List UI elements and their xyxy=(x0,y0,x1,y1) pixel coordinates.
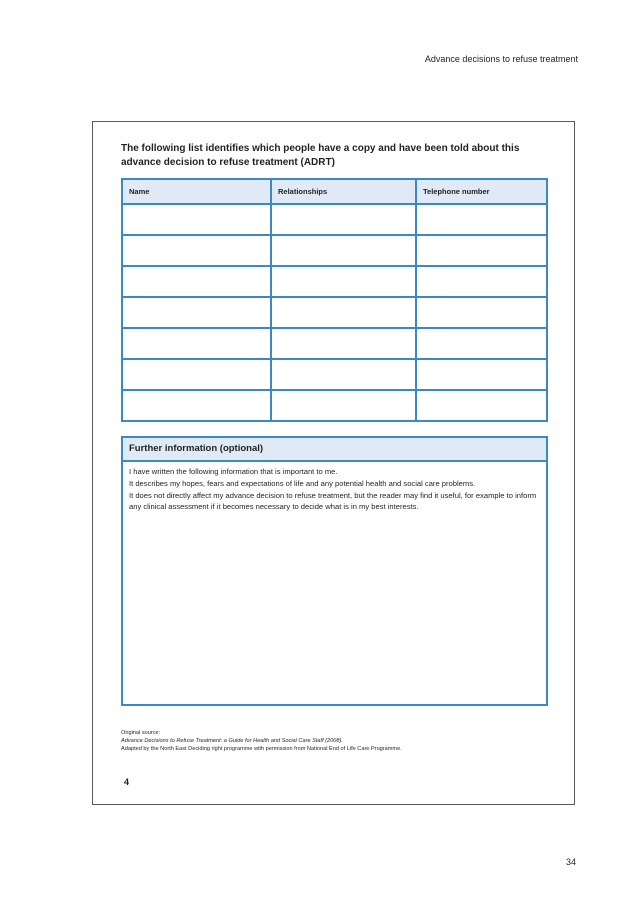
relationship-cell[interactable] xyxy=(271,328,416,359)
header-name: Name xyxy=(122,179,271,204)
table-header-row xyxy=(122,179,547,204)
further-info-paragraph: It does not directly affect my advance decision to refuse treatment, but the reader may find it useful, for example to inform any clinical assessment if it becomes necessary to decide what is in my best interests. xyxy=(129,491,537,511)
table-row xyxy=(122,359,547,390)
header-telephone: Telephone number xyxy=(416,179,547,204)
telephone-cell[interactable] xyxy=(416,235,547,266)
telephone-cell[interactable] xyxy=(416,266,547,297)
name-cell[interactable] xyxy=(122,235,271,266)
form-frame xyxy=(92,121,575,805)
telephone-cell[interactable] xyxy=(416,204,547,235)
relationship-cell[interactable] xyxy=(271,235,416,266)
table-row xyxy=(122,328,547,359)
further-information-title: Further information (optional) xyxy=(123,438,546,462)
further-information-box xyxy=(121,436,548,706)
relationship-cell[interactable] xyxy=(271,297,416,328)
relationship-cell[interactable] xyxy=(271,359,416,390)
intro-line-2: advance decision to refuse treatment (ADRT) xyxy=(121,157,335,168)
table-row xyxy=(122,266,547,297)
relationship-cell[interactable] xyxy=(271,266,416,297)
telephone-cell[interactable] xyxy=(416,328,547,359)
page-number: 34 xyxy=(566,857,577,867)
running-header: Advance decisions to refuse treatment xyxy=(424,54,578,64)
name-cell[interactable] xyxy=(122,328,271,359)
source-label: Original source: xyxy=(121,730,161,736)
telephone-cell[interactable] xyxy=(416,297,547,328)
telephone-cell[interactable] xyxy=(416,390,547,421)
name-cell[interactable] xyxy=(122,266,271,297)
further-info-paragraph: It describes my hopes, fears and expectations of life and any potential health and social care problems. xyxy=(129,479,476,488)
source-line-1: Advance Decisions to Refuse Treatment: a Guide for Health and Social Care Staff (2008). xyxy=(121,738,343,744)
telephone-cell[interactable] xyxy=(416,359,547,390)
intro-line-1: The following list identifies which people have a copy and have been told about this xyxy=(121,143,520,154)
copy-holders-table xyxy=(121,178,548,422)
name-cell[interactable] xyxy=(122,297,271,328)
relationship-cell[interactable] xyxy=(271,390,416,421)
inner-page-number: 4 xyxy=(124,777,130,787)
table-row xyxy=(122,297,547,328)
name-cell[interactable] xyxy=(122,390,271,421)
table-row xyxy=(122,204,547,235)
header-relationships: Relationships xyxy=(271,179,416,204)
further-information-body[interactable] xyxy=(123,462,546,517)
name-cell[interactable] xyxy=(122,359,271,390)
source-line-2: Adapted by the North East Deciding right programme with permission from National End of Life Care Programme. xyxy=(121,746,402,752)
table-body xyxy=(122,204,547,421)
relationship-cell[interactable] xyxy=(271,204,416,235)
table-row xyxy=(122,235,547,266)
source-note xyxy=(121,729,402,753)
further-info-paragraph: I have written the following information that is important to me. xyxy=(129,467,338,476)
table-row xyxy=(122,390,547,421)
intro-heading xyxy=(121,142,541,170)
name-cell[interactable] xyxy=(122,204,271,235)
